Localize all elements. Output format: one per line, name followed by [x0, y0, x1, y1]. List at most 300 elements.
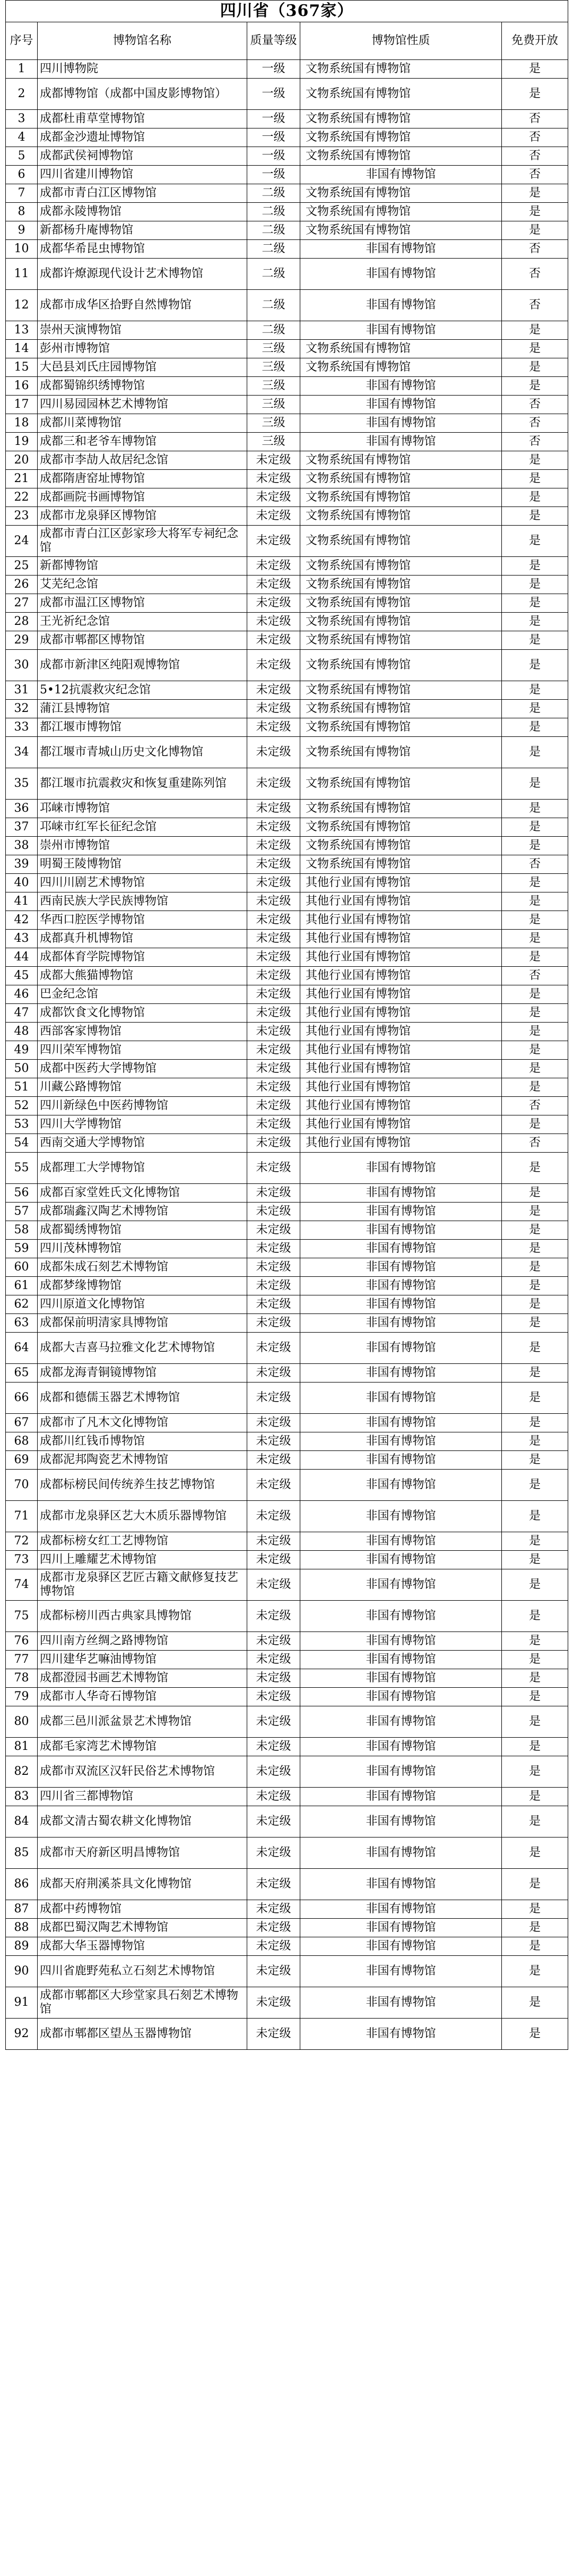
free-admission: 是 [502, 221, 568, 240]
table-row [6, 1153, 568, 1184]
quality-grade: 未定级 [247, 613, 300, 631]
museum-nature: 非国有博物馆 [300, 1153, 502, 1184]
museum-name: 成都画院书画博物馆 [38, 488, 247, 507]
row-number: 35 [6, 768, 38, 800]
museum-nature: 非国有博物馆 [300, 1470, 502, 1501]
free-admission: 是 [502, 557, 568, 576]
row-number: 52 [6, 1097, 38, 1115]
museum-name: 四川易园园林艺术博物馆 [38, 396, 247, 414]
museum-nature: 非国有博物馆 [300, 1414, 502, 1432]
row-number: 54 [6, 1134, 38, 1153]
museum-nature: 其他行业国有博物馆 [300, 930, 502, 948]
row-number: 88 [6, 1919, 38, 1937]
quality-grade: 未定级 [247, 1240, 300, 1258]
free-admission: 是 [502, 1688, 568, 1706]
museum-nature: 其他行业国有博物馆 [300, 1023, 502, 1041]
table-row [6, 930, 568, 948]
quality-grade: 未定级 [247, 1432, 300, 1451]
museum-name: 西部客家博物馆 [38, 1023, 247, 1041]
museum-nature: 非国有博物馆 [300, 1937, 502, 1956]
free-admission: 是 [502, 737, 568, 768]
quality-grade: 未定级 [247, 594, 300, 613]
table-row [6, 1277, 568, 1295]
museum-nature: 文物系统国有博物馆 [300, 800, 502, 818]
table-row [6, 1203, 568, 1221]
quality-grade: 未定级 [247, 1414, 300, 1432]
museum-name: 成都和德儒玉器艺术博物馆 [38, 1383, 247, 1414]
table-row [6, 1240, 568, 1258]
museum-nature: 文物系统国有博物馆 [300, 507, 502, 526]
museum-name: 成都保前明清家具博物馆 [38, 1314, 247, 1333]
free-admission: 是 [502, 1041, 568, 1060]
museum-nature: 非国有博物馆 [300, 1601, 502, 1632]
row-number: 33 [6, 718, 38, 737]
museum-nature: 非国有博物馆 [300, 290, 502, 321]
museum-name: 都江堰市抗震救灾和恢复重建陈列馆 [38, 768, 247, 800]
row-number: 51 [6, 1078, 38, 1097]
museum-nature: 非国有博物馆 [300, 1551, 502, 1569]
free-admission: 否 [502, 166, 568, 184]
museum-nature: 文物系统国有博物馆 [300, 681, 502, 700]
museum-name: 邛崃市博物馆 [38, 800, 247, 818]
table-row [6, 1937, 568, 1956]
quality-grade: 未定级 [247, 557, 300, 576]
museum-nature: 非国有博物馆 [300, 1333, 502, 1364]
quality-grade: 三级 [247, 396, 300, 414]
free-admission: 是 [502, 1240, 568, 1258]
free-admission: 是 [502, 1900, 568, 1919]
row-number: 30 [6, 650, 38, 681]
table-row [6, 1023, 568, 1041]
museum-name: 成都真升机博物馆 [38, 930, 247, 948]
row-number: 34 [6, 737, 38, 768]
row-number: 62 [6, 1295, 38, 1314]
quality-grade: 三级 [247, 377, 300, 396]
quality-grade: 未定级 [247, 800, 300, 818]
museum-nature: 非国有博物馆 [300, 1919, 502, 1937]
table-row [6, 985, 568, 1004]
table-row [6, 1115, 568, 1134]
quality-grade: 未定级 [247, 948, 300, 967]
quality-grade: 未定级 [247, 1501, 300, 1532]
table-row [6, 1900, 568, 1919]
museum-name: 成都市龙泉驿区艺大木质乐器博物馆 [38, 1501, 247, 1532]
quality-grade: 未定级 [247, 700, 300, 718]
table-row [6, 1837, 568, 1869]
free-admission: 是 [502, 1569, 568, 1601]
museum-name: 成都毛家湾艺术博物馆 [38, 1738, 247, 1756]
free-admission: 是 [502, 1153, 568, 1184]
museum-name: 成都博物馆（成都中国皮影博物馆） [38, 79, 247, 110]
row-number: 22 [6, 488, 38, 507]
quality-grade: 未定级 [247, 985, 300, 1004]
museum-nature: 非国有博物馆 [300, 1451, 502, 1470]
quality-grade: 未定级 [247, 1738, 300, 1756]
row-number: 53 [6, 1115, 38, 1134]
museum-name: 成都泥邦陶瓷艺术博物馆 [38, 1451, 247, 1470]
quality-grade: 未定级 [247, 1837, 300, 1869]
museum-nature: 非国有博物馆 [300, 433, 502, 451]
row-number: 87 [6, 1900, 38, 1919]
museum-name: 成都市龙泉驿区博物馆 [38, 507, 247, 526]
free-admission: 是 [502, 874, 568, 892]
row-number: 6 [6, 166, 38, 184]
museum-nature: 非国有博物馆 [300, 1788, 502, 1806]
quality-grade: 未定级 [247, 1756, 300, 1788]
table-row [6, 1738, 568, 1756]
row-number: 13 [6, 321, 38, 340]
table-row [6, 1706, 568, 1738]
quality-grade: 未定级 [247, 1041, 300, 1060]
free-admission: 是 [502, 1314, 568, 1333]
row-number: 14 [6, 340, 38, 358]
row-number: 89 [6, 1937, 38, 1956]
table-row [6, 1501, 568, 1532]
table-row [6, 147, 568, 166]
quality-grade: 未定级 [247, 1569, 300, 1601]
quality-grade: 未定级 [247, 837, 300, 855]
row-number: 48 [6, 1023, 38, 1041]
free-admission: 是 [502, 1203, 568, 1221]
table-row [6, 1184, 568, 1203]
table-row [6, 1956, 568, 1987]
museum-nature: 非国有博物馆 [300, 1295, 502, 1314]
free-admission: 是 [502, 837, 568, 855]
row-number: 27 [6, 594, 38, 613]
quality-grade: 一级 [247, 110, 300, 128]
museum-nature: 非国有博物馆 [300, 166, 502, 184]
museum-nature: 文物系统国有博物馆 [300, 837, 502, 855]
museum-name: 崇州市博物馆 [38, 837, 247, 855]
table-row [6, 240, 568, 259]
museum-nature: 非国有博物馆 [300, 1987, 502, 2019]
free-admission: 是 [502, 1756, 568, 1788]
quality-grade: 未定级 [247, 967, 300, 985]
row-number: 63 [6, 1314, 38, 1333]
table-row [6, 414, 568, 433]
quality-grade: 未定级 [247, 576, 300, 594]
quality-grade: 未定级 [247, 1470, 300, 1501]
free-admission: 否 [502, 855, 568, 874]
museum-nature: 文物系统国有博物馆 [300, 818, 502, 837]
quality-grade: 未定级 [247, 855, 300, 874]
quality-grade: 未定级 [247, 488, 300, 507]
free-admission: 是 [502, 718, 568, 737]
row-number: 24 [6, 526, 38, 557]
museum-name: 成都市了凡木文化博物馆 [38, 1414, 247, 1432]
quality-grade: 未定级 [247, 1295, 300, 1314]
museum-name: 成都百家堂姓氏文化博物馆 [38, 1184, 247, 1203]
table-row [6, 184, 568, 203]
free-admission: 是 [502, 1364, 568, 1383]
museum-name: 成都市天府新区明昌博物馆 [38, 1837, 247, 1869]
museum-nature: 文物系统国有博物馆 [300, 594, 502, 613]
free-admission: 是 [502, 1115, 568, 1134]
table-row [6, 128, 568, 147]
museum-name: 成都永陵博物馆 [38, 203, 247, 221]
table-row [6, 911, 568, 930]
museum-nature: 文物系统国有博物馆 [300, 221, 502, 240]
free-admission: 否 [502, 240, 568, 259]
quality-grade: 二级 [247, 290, 300, 321]
table-row [6, 1221, 568, 1240]
row-number: 3 [6, 110, 38, 128]
table-row [6, 1756, 568, 1788]
header-row [6, 22, 568, 60]
quality-grade: 未定级 [247, 1115, 300, 1134]
museum-name: 成都标榜川西古典家具博物馆 [38, 1601, 247, 1632]
free-admission: 是 [502, 1987, 568, 2019]
museum-name: 都江堰市博物馆 [38, 718, 247, 737]
museum-name: 四川建华艺嘛油博物馆 [38, 1651, 247, 1669]
quality-grade: 未定级 [247, 1551, 300, 1569]
table-row [6, 1078, 568, 1097]
free-admission: 是 [502, 1221, 568, 1240]
museum-nature: 非国有博物馆 [300, 1569, 502, 1601]
free-admission: 否 [502, 110, 568, 128]
quality-grade: 二级 [247, 184, 300, 203]
header-grade: 质量等级 [247, 22, 300, 60]
row-number: 31 [6, 681, 38, 700]
free-admission: 是 [502, 1937, 568, 1956]
table-row [6, 681, 568, 700]
table-row [6, 221, 568, 240]
free-admission: 是 [502, 1869, 568, 1900]
quality-grade: 未定级 [247, 470, 300, 488]
museum-name: 西南民族大学民族博物馆 [38, 892, 247, 911]
museum-name: 成都华希昆虫博物馆 [38, 240, 247, 259]
free-admission: 是 [502, 818, 568, 837]
quality-grade: 未定级 [247, 1788, 300, 1806]
row-number: 73 [6, 1551, 38, 1569]
table-row [6, 1041, 568, 1060]
free-admission: 是 [502, 203, 568, 221]
museum-name: 成都市郫都区望丛玉器博物馆 [38, 2019, 247, 2050]
museum-name: 成都巴蜀汉陶艺术博物馆 [38, 1919, 247, 1937]
row-number: 85 [6, 1837, 38, 1869]
table-row [6, 488, 568, 507]
quality-grade: 未定级 [247, 1004, 300, 1023]
museum-nature: 非国有博物馆 [300, 1501, 502, 1532]
quality-grade: 未定级 [247, 1900, 300, 1919]
museum-nature: 非国有博物馆 [300, 1240, 502, 1258]
quality-grade: 未定级 [247, 1221, 300, 1240]
museum-name: 西南交通大学博物馆 [38, 1134, 247, 1153]
museum-nature: 文物系统国有博物馆 [300, 576, 502, 594]
museum-name: 四川原道文化博物馆 [38, 1295, 247, 1314]
row-number: 84 [6, 1806, 38, 1837]
quality-grade: 未定级 [247, 1184, 300, 1203]
free-admission: 是 [502, 800, 568, 818]
table-row [6, 321, 568, 340]
free-admission: 是 [502, 1551, 568, 1569]
free-admission: 是 [502, 1023, 568, 1041]
museum-nature: 其他行业国有博物馆 [300, 892, 502, 911]
free-admission: 否 [502, 967, 568, 985]
free-admission: 否 [502, 433, 568, 451]
quality-grade: 一级 [247, 79, 300, 110]
quality-grade: 未定级 [247, 1203, 300, 1221]
museum-name: 成都大吉喜马拉雅文化艺术博物馆 [38, 1333, 247, 1364]
table-title: 四川省（367家） [6, 1, 568, 22]
row-number: 67 [6, 1414, 38, 1432]
museum-name: 都江堰市青城山历史文化博物馆 [38, 737, 247, 768]
museum-name: 四川新绿色中医药博物馆 [38, 1097, 247, 1115]
free-admission: 否 [502, 147, 568, 166]
row-number: 21 [6, 470, 38, 488]
free-admission: 是 [502, 1295, 568, 1314]
table-row [6, 1470, 568, 1501]
table-row [6, 290, 568, 321]
museum-name: 成都市青白江区彭家珍大将军专祠纪念馆 [38, 526, 247, 557]
museum-name: 邛崃市红军长征纪念馆 [38, 818, 247, 837]
row-number: 37 [6, 818, 38, 837]
free-admission: 是 [502, 681, 568, 700]
museum-name: 王光祈纪念馆 [38, 613, 247, 631]
row-number: 44 [6, 948, 38, 967]
quality-grade: 一级 [247, 60, 300, 79]
table-row [6, 718, 568, 737]
header-name: 博物馆名称 [38, 22, 247, 60]
quality-grade: 未定级 [247, 1134, 300, 1153]
museum-name: 成都许燎源现代设计艺术博物馆 [38, 259, 247, 290]
museum-nature: 非国有博物馆 [300, 1651, 502, 1669]
table-row [6, 166, 568, 184]
museum-name: 成都朱成石刻艺术博物馆 [38, 1258, 247, 1277]
row-number: 81 [6, 1738, 38, 1756]
quality-grade: 未定级 [247, 1364, 300, 1383]
table-row [6, 737, 568, 768]
table-row [6, 433, 568, 451]
museum-nature: 非国有博物馆 [300, 1221, 502, 1240]
row-number: 56 [6, 1184, 38, 1203]
quality-grade: 二级 [247, 240, 300, 259]
quality-grade: 未定级 [247, 1987, 300, 2019]
museum-nature: 文物系统国有博物馆 [300, 737, 502, 768]
free-admission: 否 [502, 414, 568, 433]
museum-nature: 非国有博物馆 [300, 259, 502, 290]
free-admission: 是 [502, 911, 568, 930]
quality-grade: 未定级 [247, 1601, 300, 1632]
table-row [6, 507, 568, 526]
table-row [6, 1314, 568, 1333]
free-admission: 是 [502, 184, 568, 203]
free-admission: 是 [502, 1669, 568, 1688]
row-number: 38 [6, 837, 38, 855]
table-row [6, 1451, 568, 1470]
museum-nature: 其他行业国有博物馆 [300, 1115, 502, 1134]
header-no: 序号 [6, 22, 38, 60]
table-row [6, 1295, 568, 1314]
quality-grade: 未定级 [247, 1706, 300, 1738]
museum-name: 四川荣军博物馆 [38, 1041, 247, 1060]
museum-name: 成都标榜民间传统养生技艺博物馆 [38, 1470, 247, 1501]
museum-nature: 非国有博物馆 [300, 396, 502, 414]
quality-grade: 未定级 [247, 1153, 300, 1184]
table-row [6, 948, 568, 967]
free-admission: 是 [502, 1651, 568, 1669]
row-number: 65 [6, 1364, 38, 1383]
quality-grade: 未定级 [247, 1060, 300, 1078]
table-row [6, 768, 568, 800]
quality-grade: 未定级 [247, 892, 300, 911]
table-row [6, 526, 568, 557]
row-number: 91 [6, 1987, 38, 2019]
row-number: 10 [6, 240, 38, 259]
row-number: 75 [6, 1601, 38, 1632]
museum-name: 巴金纪念馆 [38, 985, 247, 1004]
free-admission: 是 [502, 1277, 568, 1295]
quality-grade: 未定级 [247, 1277, 300, 1295]
row-number: 80 [6, 1706, 38, 1738]
museum-nature: 文物系统国有博物馆 [300, 470, 502, 488]
row-number: 59 [6, 1240, 38, 1258]
row-number: 60 [6, 1258, 38, 1277]
museum-nature: 其他行业国有博物馆 [300, 1041, 502, 1060]
free-admission: 是 [502, 1333, 568, 1364]
museum-name: 成都瑞鑫汉陶艺术博物馆 [38, 1203, 247, 1221]
free-admission: 是 [502, 1738, 568, 1756]
museum-name: 成都杜甫草堂博物馆 [38, 110, 247, 128]
quality-grade: 三级 [247, 358, 300, 377]
museum-nature: 非国有博物馆 [300, 377, 502, 396]
row-number: 78 [6, 1669, 38, 1688]
free-admission: 是 [502, 1451, 568, 1470]
row-number: 61 [6, 1277, 38, 1295]
free-admission: 是 [502, 1078, 568, 1097]
row-number: 68 [6, 1432, 38, 1451]
free-admission: 是 [502, 892, 568, 911]
museum-nature: 文物系统国有博物馆 [300, 631, 502, 650]
museum-name: 成都中医药大学博物馆 [38, 1060, 247, 1078]
free-admission: 是 [502, 948, 568, 967]
quality-grade: 二级 [247, 203, 300, 221]
museum-name: 成都隋唐窑址博物馆 [38, 470, 247, 488]
row-number: 4 [6, 128, 38, 147]
museum-nature: 非国有博物馆 [300, 1277, 502, 1295]
table-row [6, 700, 568, 718]
row-number: 66 [6, 1383, 38, 1414]
museum-nature: 非国有博物馆 [300, 1738, 502, 1756]
museum-name: 成都市青白江区博物馆 [38, 184, 247, 203]
free-admission: 是 [502, 768, 568, 800]
quality-grade: 三级 [247, 414, 300, 433]
free-admission: 是 [502, 1919, 568, 1937]
free-admission: 是 [502, 451, 568, 470]
museum-nature: 文物系统国有博物馆 [300, 557, 502, 576]
free-admission: 是 [502, 1806, 568, 1837]
museum-table [5, 0, 568, 2050]
row-number: 5 [6, 147, 38, 166]
museum-list-sheet [5, 0, 568, 2050]
quality-grade: 三级 [247, 433, 300, 451]
row-number: 12 [6, 290, 38, 321]
table-row [6, 79, 568, 110]
museum-nature: 非国有博物馆 [300, 1184, 502, 1203]
museum-nature: 其他行业国有博物馆 [300, 874, 502, 892]
row-number: 69 [6, 1451, 38, 1470]
quality-grade: 未定级 [247, 507, 300, 526]
row-number: 42 [6, 911, 38, 930]
museum-nature: 其他行业国有博物馆 [300, 1078, 502, 1097]
museum-name: 成都理工大学博物馆 [38, 1153, 247, 1184]
row-number: 90 [6, 1956, 38, 1987]
table-row [6, 451, 568, 470]
row-number: 58 [6, 1221, 38, 1240]
table-row [6, 1432, 568, 1451]
row-number: 76 [6, 1632, 38, 1651]
row-number: 18 [6, 414, 38, 433]
